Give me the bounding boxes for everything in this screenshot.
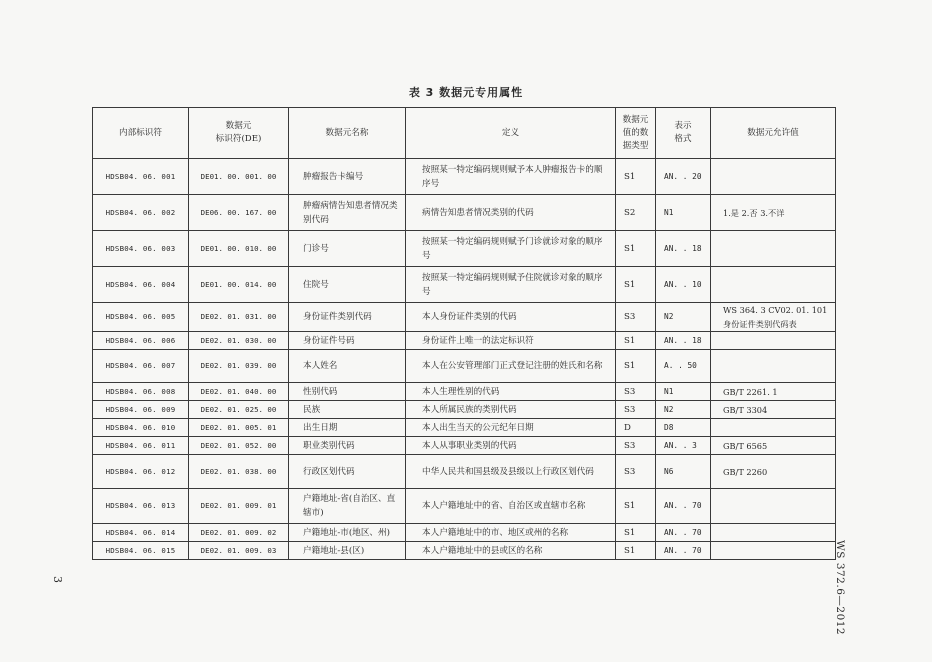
cell-format: AN. . 3 [656,437,711,455]
cell-definition: 病情告知患者情况类别的代码 [406,195,616,231]
cell-internal-id: HDSB04. 06. 015 [93,542,189,560]
cell-internal-id: HDSB04. 06. 004 [93,267,189,303]
header-format: 表示 格式 [656,108,711,159]
cell-format: N1 [656,383,711,401]
cell-de-id: DE02. 01. 009. 03 [189,542,289,560]
cell-format: N1 [656,195,711,231]
cell-format: A. . 50 [656,350,711,383]
table-header-row [93,108,836,159]
cell-value-type: S3 [616,383,656,401]
cell-value-type: S3 [616,455,656,489]
cell-definition: 本人身份证件类别的代码 [406,303,616,332]
data-element-table [92,107,836,560]
cell-value-type: S1 [616,350,656,383]
table-row [93,455,836,489]
cell-de-id: DE02. 01. 052. 00 [189,437,289,455]
cell-internal-id: HDSB04. 06. 011 [93,437,189,455]
cell-allowed-values: GB/T 3304 [711,401,836,419]
cell-de-id: DE01. 00. 001. 00 [189,159,289,195]
table-row [93,437,836,455]
table-row [93,231,836,267]
cell-definition: 本人所属民族的类别代码 [406,401,616,419]
cell-name: 出生日期 [289,419,406,437]
table-row [93,489,836,524]
cell-internal-id: HDSB04. 06. 014 [93,524,189,542]
cell-internal-id: HDSB04. 06. 007 [93,350,189,383]
table-row [93,383,836,401]
cell-de-id: DE06. 00. 167. 00 [189,195,289,231]
table-row [93,542,836,560]
cell-value-type: S3 [616,303,656,332]
cell-allowed-values: 1.是 2.否 3.不详 [711,195,836,231]
cell-value-type: S3 [616,437,656,455]
header-de-id: 数据元 标识符(DE) [189,108,289,159]
cell-definition: 本人出生当天的公元纪年日期 [406,419,616,437]
cell-internal-id: HDSB04. 06. 006 [93,332,189,350]
cell-value-type: S1 [616,159,656,195]
cell-allowed-values [711,332,836,350]
cell-value-type: S1 [616,267,656,303]
cell-internal-id: HDSB04. 06. 013 [93,489,189,524]
cell-name: 身份证件号码 [289,332,406,350]
cell-definition: 本人在公安管理部门正式登记注册的姓氏和名称 [406,350,616,383]
cell-definition: 本人生理性别的代码 [406,383,616,401]
cell-value-type: S1 [616,524,656,542]
cell-name: 行政区划代码 [289,455,406,489]
cell-internal-id: HDSB04. 06. 008 [93,383,189,401]
cell-name: 门诊号 [289,231,406,267]
cell-value-type: S3 [616,401,656,419]
page-number: 3 [51,576,64,583]
cell-de-id: DE02. 01. 040. 00 [189,383,289,401]
header-definition: 定义 [406,108,616,159]
cell-name: 户籍地址-市(地区、州) [289,524,406,542]
cell-allowed-values: GB/T 2261. 1 [711,383,836,401]
cell-definition: 中华人民共和国县级及县级以上行政区划代码 [406,455,616,489]
cell-name: 性别代码 [289,383,406,401]
cell-internal-id: HDSB04. 06. 002 [93,195,189,231]
cell-de-id: DE02. 01. 038. 00 [189,455,289,489]
header-internal-id: 内部标识符 [93,108,189,159]
table-title: 表 3 数据元专用属性 [408,86,524,99]
cell-name: 身份证件类别代码 [289,303,406,332]
cell-name: 户籍地址-县(区) [289,542,406,560]
cell-value-type: S1 [616,542,656,560]
cell-value-type: S1 [616,332,656,350]
cell-definition: 本人户籍地址中的县或区的名称 [406,542,616,560]
cell-format: AN. . 70 [656,542,711,560]
cell-name: 本人姓名 [289,350,406,383]
cell-definition: 本人户籍地址中的省、自治区或直辖市名称 [406,489,616,524]
cell-format: AN. . 70 [656,489,711,524]
cell-format: D8 [656,419,711,437]
table-row [93,350,836,383]
cell-de-id: DE02. 01. 009. 02 [189,524,289,542]
standard-number: WS 372.6—2012 [834,540,846,636]
cell-de-id: DE02. 01. 025. 00 [189,401,289,419]
header-name: 数据元名称 [289,108,406,159]
cell-format: AN. . 20 [656,159,711,195]
cell-allowed-values [711,419,836,437]
cell-name: 户籍地址-省(自治区、直辖市) [289,489,406,524]
cell-definition: 身份证件上唯一的法定标识符 [406,332,616,350]
cell-format: N2 [656,303,711,332]
cell-internal-id: HDSB04. 06. 012 [93,455,189,489]
cell-definition: 本人户籍地址中的市、地区或州的名称 [406,524,616,542]
cell-name: 民族 [289,401,406,419]
cell-allowed-values: GB/T 2260 [711,455,836,489]
header-allowed-values: 数据元允许值 [711,108,836,159]
cell-format: AN. . 10 [656,267,711,303]
cell-internal-id: HDSB04. 06. 005 [93,303,189,332]
cell-definition: 本人从事职业类别的代码 [406,437,616,455]
cell-name: 肿瘤病情告知患者情况类别代码 [289,195,406,231]
cell-internal-id: HDSB04. 06. 001 [93,159,189,195]
table-body [93,159,836,560]
table-row [93,195,836,231]
cell-internal-id: HDSB04. 06. 003 [93,231,189,267]
cell-allowed-values [711,350,836,383]
cell-format: AN. . 18 [656,231,711,267]
cell-name: 肿瘤报告卡编号 [289,159,406,195]
table-row [93,332,836,350]
table-row [93,159,836,195]
cell-format: AN. . 70 [656,524,711,542]
cell-de-id: DE02. 01. 009. 01 [189,489,289,524]
cell-de-id: DE02. 01. 005. 01 [189,419,289,437]
cell-format: N2 [656,401,711,419]
table-row [93,419,836,437]
cell-format: AN. . 18 [656,332,711,350]
cell-definition: 按照某一特定编码规则赋予本人肿瘤报告卡的顺序号 [406,159,616,195]
cell-definition: 按照某一特定编码规则赋予门诊就诊对象的顺序号 [406,231,616,267]
table-row [93,524,836,542]
cell-value-type: S2 [616,195,656,231]
cell-internal-id: HDSB04. 06. 010 [93,419,189,437]
cell-value-type: D [616,419,656,437]
cell-de-id: DE02. 01. 030. 00 [189,332,289,350]
cell-de-id: DE02. 01. 031. 00 [189,303,289,332]
table-row [93,303,836,332]
cell-allowed-values: WS 364. 3 CV02. 01. 101 身份证件类别代码表 [711,303,836,332]
cell-allowed-values [711,542,836,560]
cell-allowed-values [711,524,836,542]
table-row [93,401,836,419]
cell-value-type: S1 [616,231,656,267]
cell-allowed-values [711,231,836,267]
cell-name: 职业类别代码 [289,437,406,455]
cell-internal-id: HDSB04. 06. 009 [93,401,189,419]
cell-de-id: DE02. 01. 039. 00 [189,350,289,383]
cell-definition: 按照某一特定编码规则赋予住院就诊对象的顺序号 [406,267,616,303]
cell-allowed-values [711,159,836,195]
header-value-type: 数据元 值的数 据类型 [616,108,656,159]
cell-format: N6 [656,455,711,489]
cell-value-type: S1 [616,489,656,524]
cell-de-id: DE01. 00. 010. 00 [189,231,289,267]
cell-de-id: DE01. 00. 014. 00 [189,267,289,303]
cell-allowed-values: GB/T 6565 [711,437,836,455]
table-row [93,267,836,303]
cell-allowed-values [711,489,836,524]
cell-name: 住院号 [289,267,406,303]
cell-allowed-values [711,267,836,303]
